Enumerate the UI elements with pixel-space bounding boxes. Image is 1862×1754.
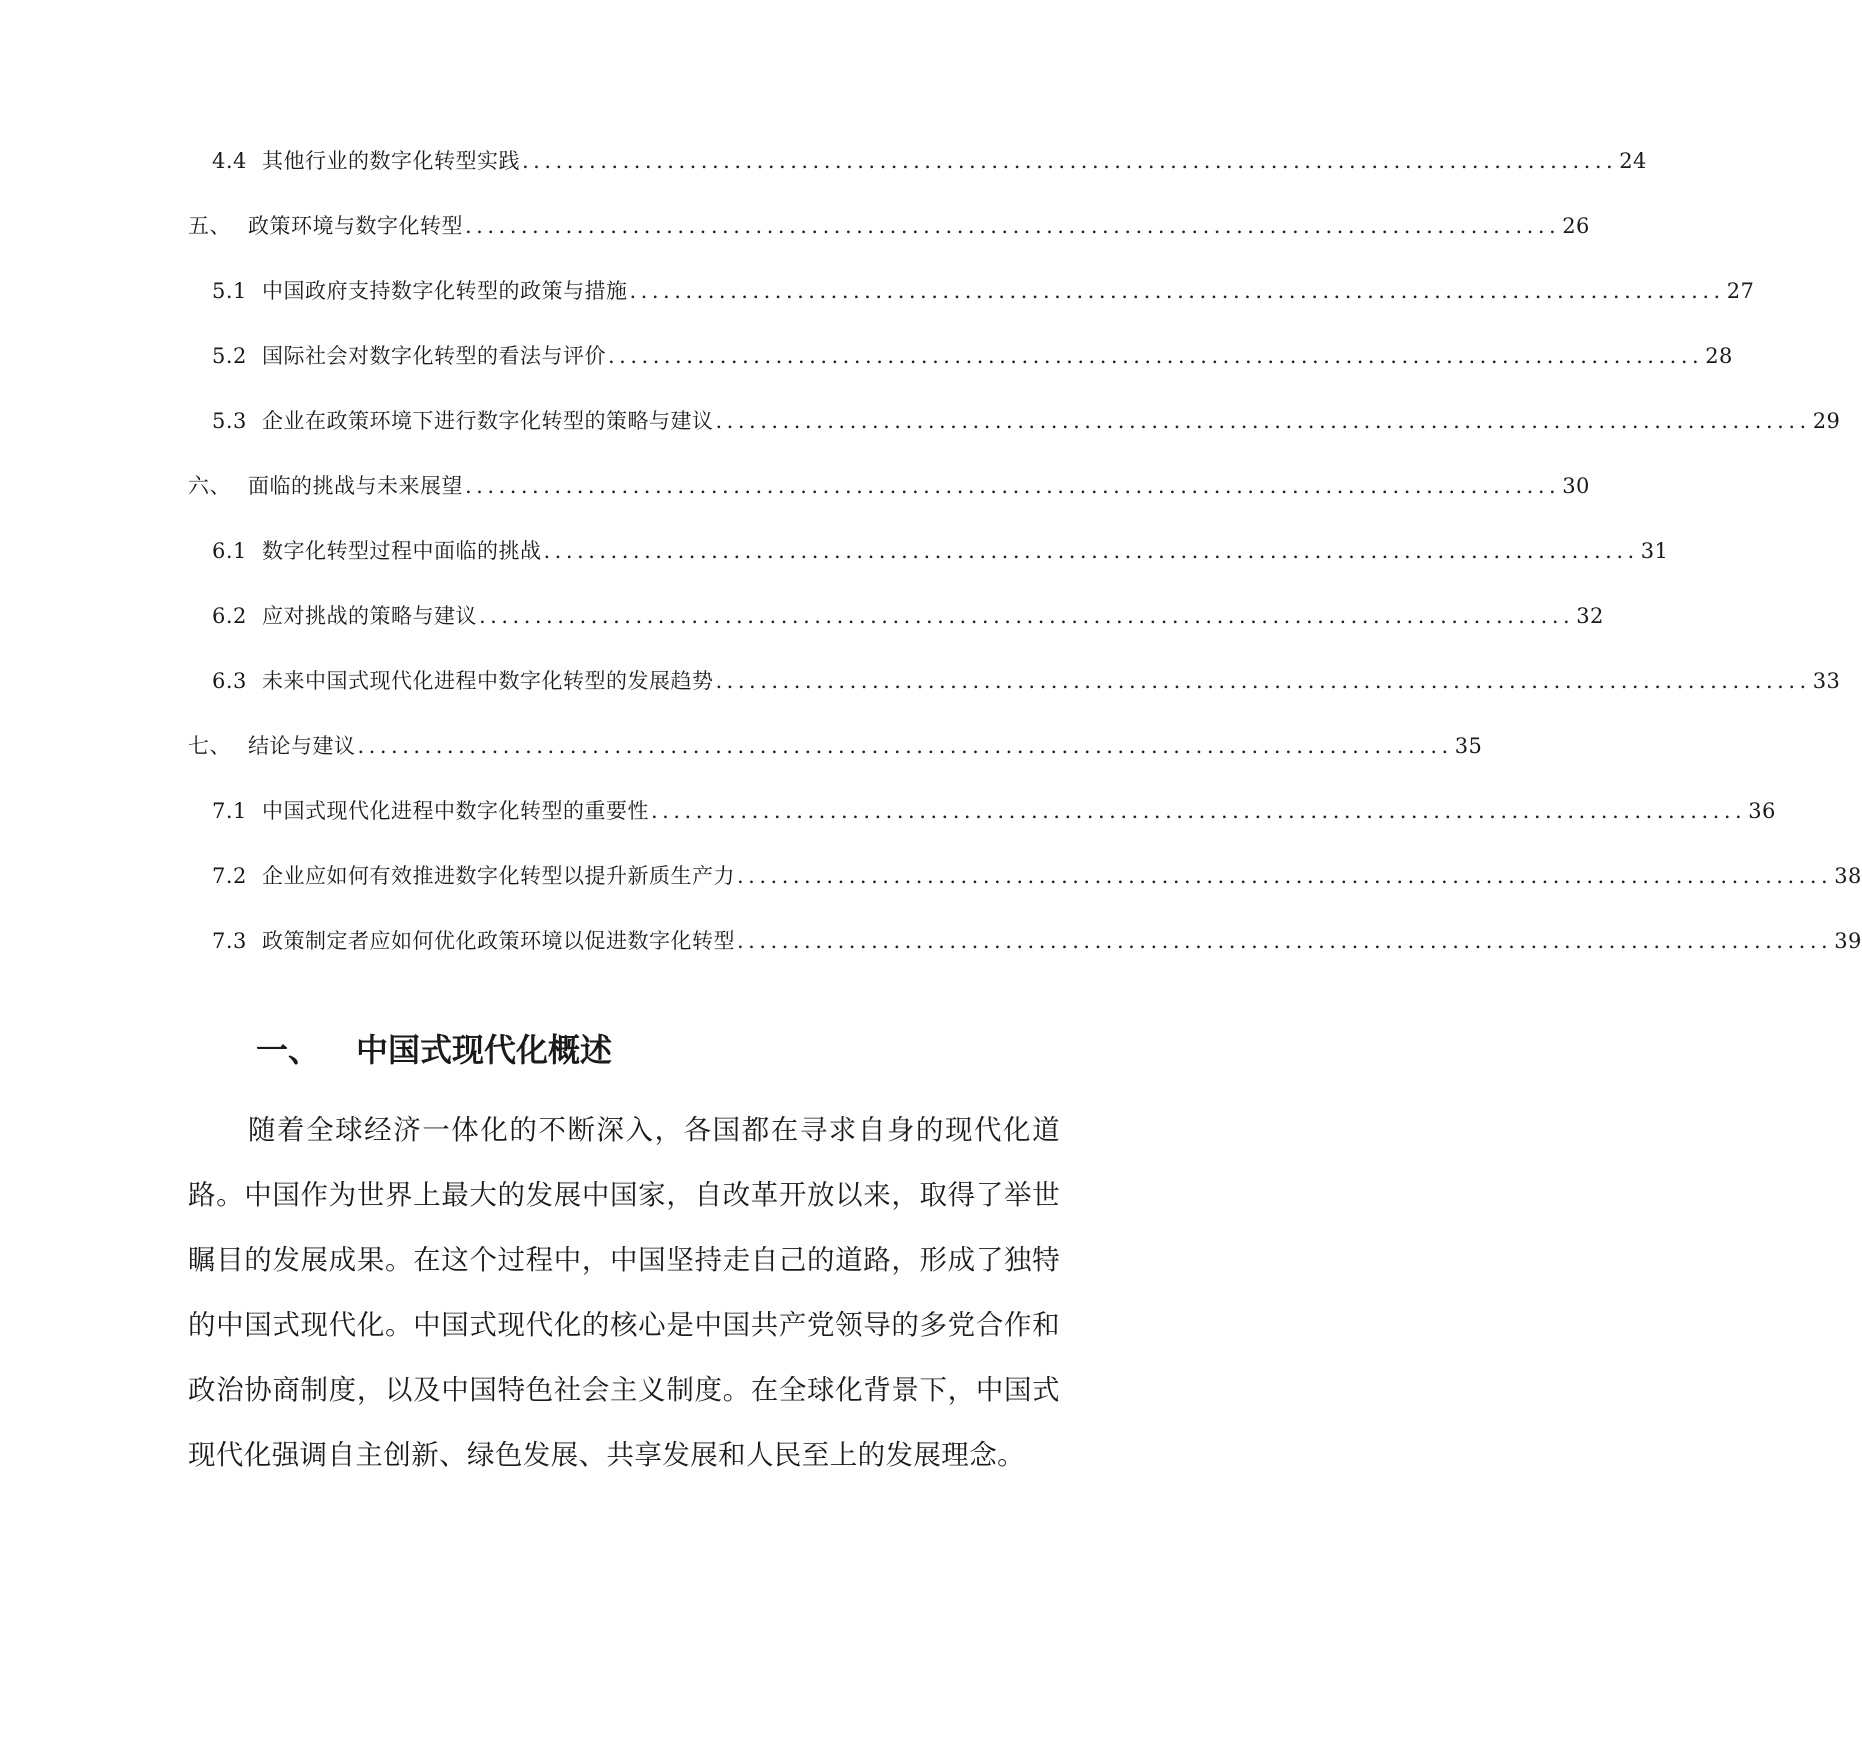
- toc-dot-leader: ..................................................................................................: [737, 929, 1833, 953]
- toc-entry-page: 26: [1562, 214, 1590, 238]
- toc-entry-number: 5.3: [212, 409, 247, 433]
- toc-entry[interactable]: [188, 731, 1483, 796]
- toc-entry[interactable]: [188, 276, 1755, 341]
- toc-entry-title: 结论与建议: [248, 734, 356, 758]
- toc-entry[interactable]: [188, 211, 1590, 276]
- toc-entry-title: 应对挑战的策略与建议: [262, 604, 477, 628]
- toc-entry-page: 30: [1562, 474, 1590, 498]
- toc-entry[interactable]: [188, 471, 1590, 536]
- toc-entry[interactable]: [188, 861, 1862, 926]
- toc-entry-number: 4.4: [212, 149, 247, 173]
- toc-entry-page: 36: [1748, 799, 1776, 823]
- toc-entry-number: 5.1: [212, 279, 247, 303]
- body-paragraph: 随着全球经济一体化的不断深入，各国都在寻求自身的现代化道路。中国作为世界上最大的发展中国家，自改革开放以来，取得了举世瞩目的发展成果。在这个过程中，中国坚持走自己的道路，形成了独特的中国式现代化。中国式现代化的核心是中国共产党领导的多党合作和政治协商制度，以及中国特色社会主义制度。在全球化背景下，中国式现代化强调自主创新、绿色发展、共享发展和人民至上的发展理念。: [188, 1114, 1060, 1471]
- toc-dot-leader: ..................................................................................................: [543, 539, 1639, 563]
- section-heading: [256, 1028, 612, 1072]
- toc-dot-leader: ..................................................................................................: [715, 669, 1811, 693]
- toc-entry-page: 32: [1576, 604, 1604, 628]
- toc-entry[interactable]: [188, 926, 1862, 991]
- toc-entry-page: 38: [1834, 864, 1862, 888]
- toc-entry-page: 29: [1812, 409, 1841, 433]
- toc-dot-leader: ..................................................................................................: [465, 214, 1561, 238]
- toc-entry[interactable]: [188, 796, 1776, 861]
- toc-entry[interactable]: [188, 406, 1841, 471]
- section-title: 中国式现代化概述: [356, 1031, 613, 1069]
- toc-entry-number: 五、: [188, 214, 231, 238]
- toc-entry-number: 5.2: [212, 344, 247, 368]
- toc-entry-number: 六、: [188, 474, 231, 498]
- toc-entry-page: 27: [1726, 279, 1755, 303]
- toc-entry[interactable]: [188, 536, 1669, 601]
- toc-entry-page: 24: [1619, 149, 1647, 173]
- toc-dot-leader: ..................................................................................................: [357, 734, 1453, 758]
- toc-entry-page: 31: [1640, 539, 1669, 563]
- toc-entry-number: 6.3: [212, 669, 247, 693]
- toc-entry-title: 企业在政策环境下进行数字化转型的策略与建议: [262, 409, 714, 433]
- toc-entry-page: 28: [1705, 344, 1733, 368]
- toc-entry-title: 国际社会对数字化转型的看法与评价: [262, 344, 606, 368]
- toc-entry-title: 未来中国式现代化进程中数字化转型的发展趋势: [262, 669, 714, 693]
- toc-entry-title: 数字化转型过程中面临的挑战: [262, 539, 542, 563]
- toc-entry-page: 39: [1834, 929, 1862, 953]
- toc-entry-number: 6.1: [212, 539, 247, 563]
- toc-entry-title: 政策环境与数字化转型: [248, 214, 463, 238]
- toc-entry[interactable]: [188, 341, 1733, 406]
- toc-entry[interactable]: [188, 666, 1841, 731]
- table-of-contents: [188, 146, 1862, 991]
- toc-entry-number: 7.1: [212, 799, 247, 823]
- toc-dot-leader: ..................................................................................................: [522, 149, 1618, 173]
- toc-entry-title: 政策制定者应如何优化政策环境以促进数字化转型: [262, 929, 735, 953]
- toc-entry-title: 面临的挑战与未来展望: [248, 474, 463, 498]
- toc-entry-page: 33: [1812, 669, 1841, 693]
- toc-dot-leader: ..................................................................................................: [651, 799, 1747, 823]
- toc-dot-leader: ..................................................................................................: [608, 344, 1704, 368]
- toc-entry-title: 企业应如何有效推进数字化转型以提升新质生产力: [262, 864, 735, 888]
- toc-dot-leader: ..................................................................................................: [715, 409, 1811, 433]
- toc-entry-number: 7.3: [212, 929, 247, 953]
- toc-dot-leader: ..................................................................................................: [465, 474, 1561, 498]
- toc-entry-page: 35: [1454, 734, 1483, 758]
- toc-entry[interactable]: [188, 146, 1647, 211]
- toc-entry-title: 中国政府支持数字化转型的政策与措施: [262, 279, 628, 303]
- toc-dot-leader: ..................................................................................................: [479, 604, 1575, 628]
- toc-entry-title: 中国式现代化进程中数字化转型的重要性: [262, 799, 649, 823]
- toc-dot-leader: ..................................................................................................: [737, 864, 1833, 888]
- toc-entry-number: 6.2: [212, 604, 247, 628]
- section-number: 一、: [256, 1031, 321, 1069]
- toc-entry-title: 其他行业的数字化转型实践: [262, 149, 520, 173]
- toc-entry-number: 七、: [188, 734, 231, 758]
- toc-dot-leader: ..................................................................................................: [629, 279, 1725, 303]
- toc-entry[interactable]: [188, 601, 1604, 666]
- toc-entry-number: 7.2: [212, 864, 247, 888]
